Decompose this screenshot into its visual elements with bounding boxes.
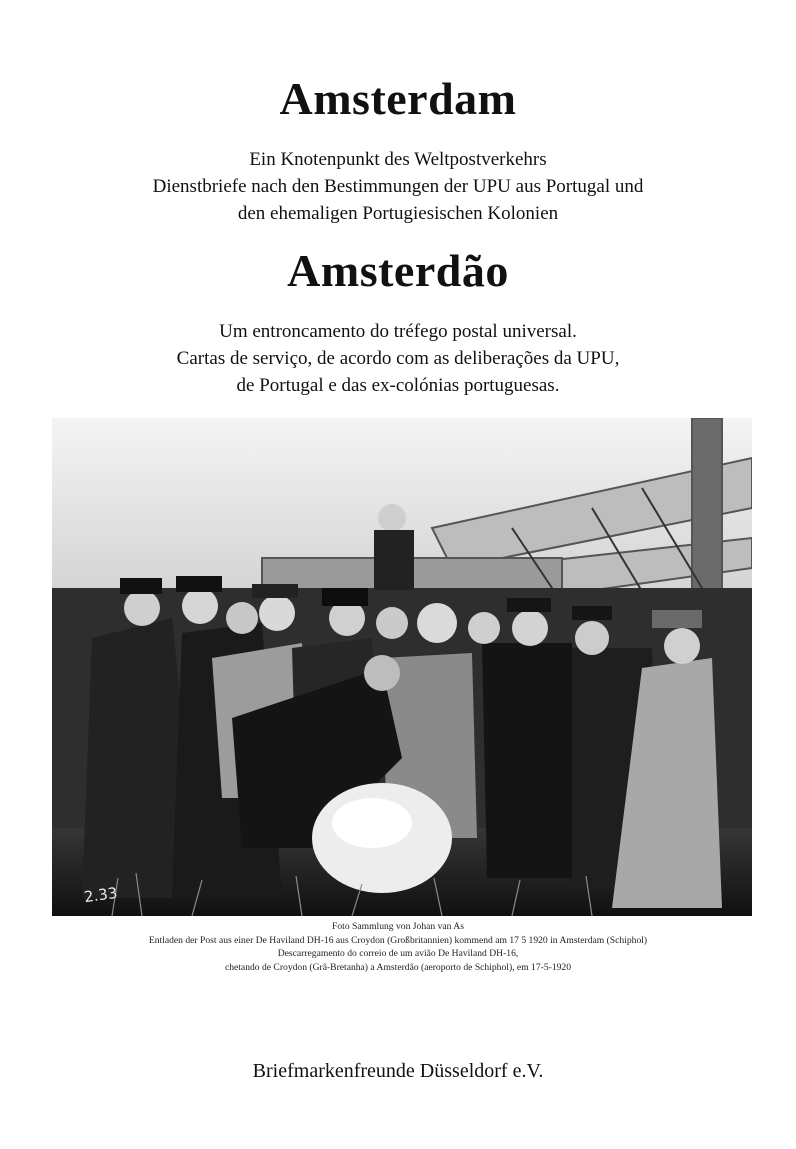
caption-line: Entladen der Post aus einer De Haviland DH-16 aus Croydon (Großbritannien) kommend am 17 5 1920 in Amsterdam (Schiphol) <box>148 934 648 946</box>
german-subtitle-line: Dienstbriefe nach den Bestimmungen der UPU aus Portugal und <box>152 176 644 197</box>
photo-plate-number: 2.33 <box>82 883 119 907</box>
german-subtitle-line: Ein Knotenpunkt des Weltpostverkehrs <box>249 149 547 170</box>
portuguese-subtitle-line: de Portugal e das ex-colónias portuguesas. <box>236 375 560 396</box>
portuguese-title: Amsterdão <box>287 245 509 296</box>
caption-line: Descarregamento do correio de um avião De Haviland DH-16, <box>277 948 519 959</box>
portuguese-subtitle <box>0 318 796 399</box>
portuguese-subtitle-line: Um entroncamento do tréfego postal universal. <box>219 321 577 342</box>
photo-illustration <box>52 418 752 916</box>
photo-caption <box>0 920 796 974</box>
historical-photo <box>52 418 752 916</box>
german-title: Amsterdam <box>279 73 517 124</box>
portuguese-subtitle-line: Cartas de serviço, de acordo com as deliberações da UPU, <box>176 348 620 369</box>
german-subtitle-line: den ehemaligen Portugiesischen Kolonien <box>237 203 559 224</box>
publisher-name: Briefmarkenfreunde Düsseldorf e.V. <box>252 1060 544 1082</box>
caption-line: Foto Sammlung von Johan van As <box>332 921 464 932</box>
caption-line: chetando de Croydon (Grã-Bretanha) a Amsterdão (aeroporto de Schiphol), em 17-5-1920 <box>224 961 572 973</box>
german-subtitle <box>0 146 796 227</box>
